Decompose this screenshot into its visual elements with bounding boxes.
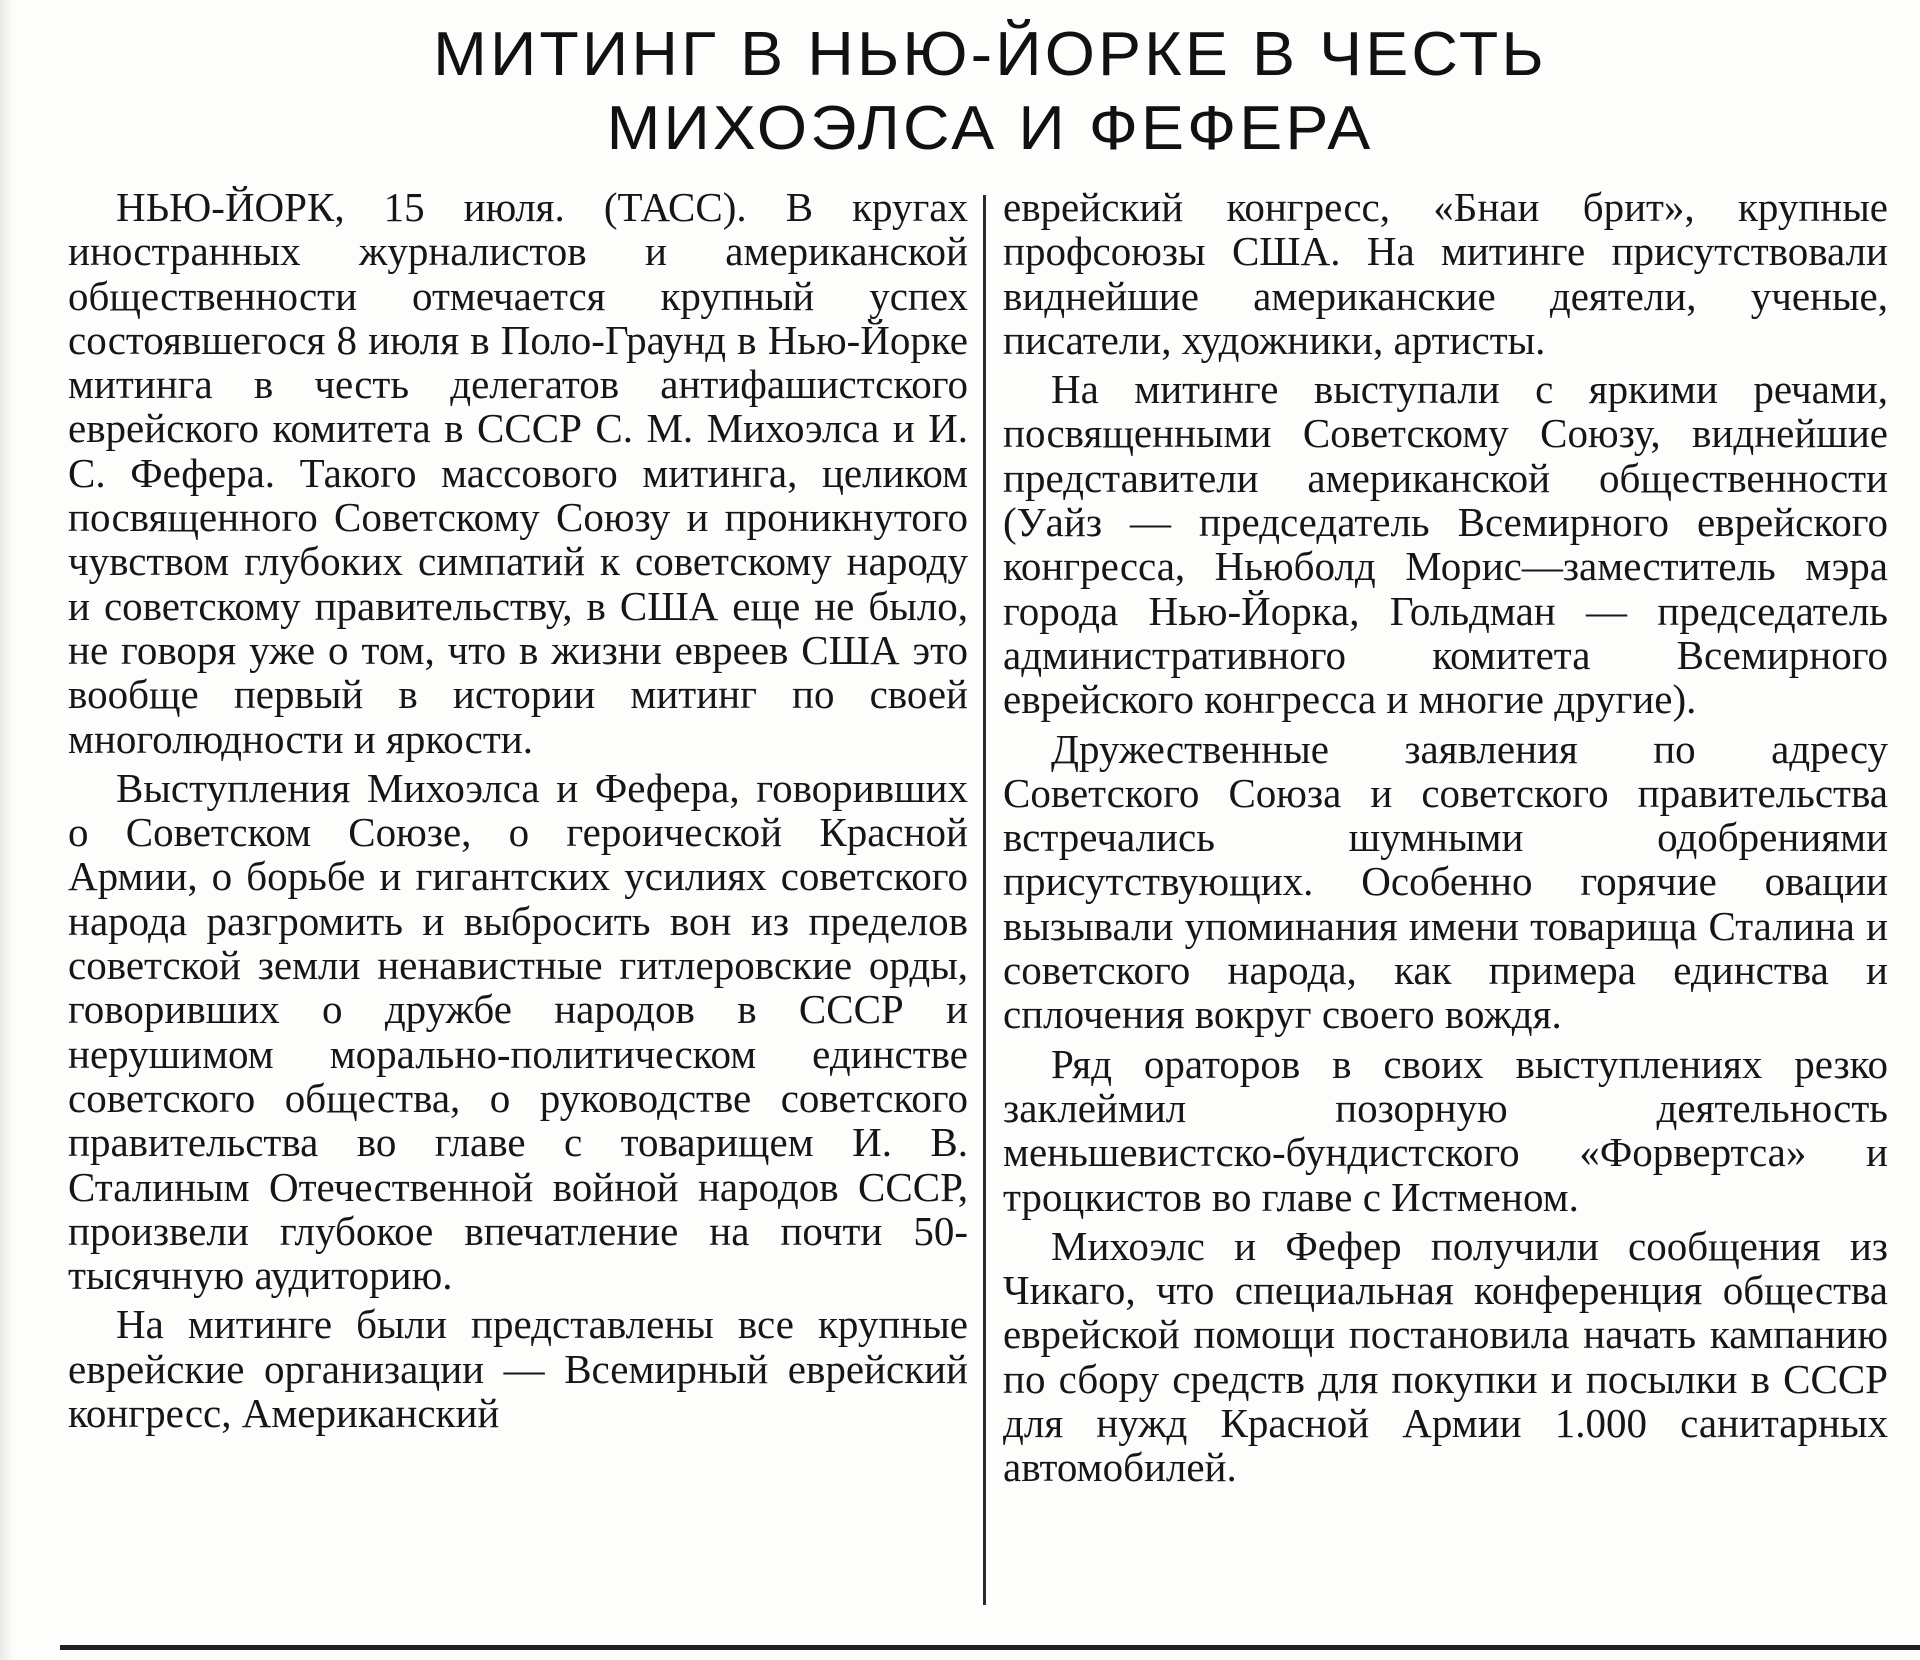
paragraph-organizations: На митинге были представлены все крупные еврейские организации — Всемирный еврейский конгресс, Американский (68, 1301, 968, 1437)
paragraph-forverts: Ряд ораторов в своих выступлениях резко заклеймил позорную деятельность меньшевистско-бундистского «Форвертса» и троцкистов во главе с Истменом. (1003, 1040, 1888, 1220)
paragraph-dateline: НЬЮ-ЙОРК, 15 июля. (ТАСС). В кругах иностранных журналистов и американской общественности отмечается крупный успех состоявшегося 8 июля в Поло-Граунд в Нью-Йорке митинга в честь делегатов антифашистского еврейского комитета в СССР С. М. Михоэлса и И. С. Фефера. Такого массового митинга, целиком посвященного Советскому Союзу и проникнутого чувством глубоких симпатий к советскому народу и советскому правительству, в США еще не было, не говоря уже о том, что в жизни евреев США это вообще первый в истории митинг по своей многолюдности и яркости. (68, 184, 968, 762)
article-body (68, 185, 1888, 1615)
bottom-rule (60, 1645, 1920, 1650)
headline-line-1: МИТИНГ В НЬЮ-ЙОРКЕ В ЧЕСТЬ (433, 20, 1547, 89)
paragraph-chicago: Михоэлс и Фефер получили сообщения из Чикаго, что специальная конференция общества еврейской помощи постановила начать кампанию по сбору средств для покупки и посылки в СССР для нужд Красной Армии 1.000 санитарных автомобилей. (1003, 1222, 1888, 1491)
paragraph-ovations: Дружественные заявления по адресу Советского Союза и советского правительства встречались шумными одобрениями присутствующих. Особенно горячие овации вызывали упоминания имени товарища Сталина и советского народа, как примера единства и сплочения вокруг своего вождя. (1003, 725, 1888, 1038)
headline (23, 18, 1920, 166)
right-column (1003, 185, 1888, 1495)
paragraph-organizations-continued: еврейский конгресс, «Бнаи брит», крупные профсоюзы США. На митинге присутствовали виднейшие американские деятели, ученые, писатели, художники, артисты. (1003, 184, 1888, 363)
paragraph-speakers: На митинге выступали с яркими речами, посвященными Советскому Союзу, виднейшие представители американской общественности (Уайз — председатель Всемирного еврейского конгресса, Ньюболд Морис—заместитель мэра города Нью-Йорка, Гольдман — председатель административного комитета Всемирного еврейского конгресса и многие другие). (1003, 366, 1888, 723)
column-divider (983, 195, 986, 1605)
headline-line-2: МИХОЭЛСА И ФЕФЕРА (606, 94, 1374, 163)
paper-edge (0, 0, 14, 1660)
left-column (68, 185, 968, 1440)
paragraph-speeches: Выступления Михоэлса и Фефера, говоривших о Советском Союзе, о героической Красной Армии, о борьбе и гигантских усилиях советского народа разгромить и выбросить вон из пределов советской земли ненавистные гитлеровские орды, говоривших о дружбе народов в СССР и нерушимом морально-политическом единстве советского общества, о руководстве советского правительства во главе с товарищем И. В. Сталиным Отечественной войной народов СССР, произвели глубокое впечатление на почти 50-тысячную аудиторию. (68, 764, 968, 1299)
